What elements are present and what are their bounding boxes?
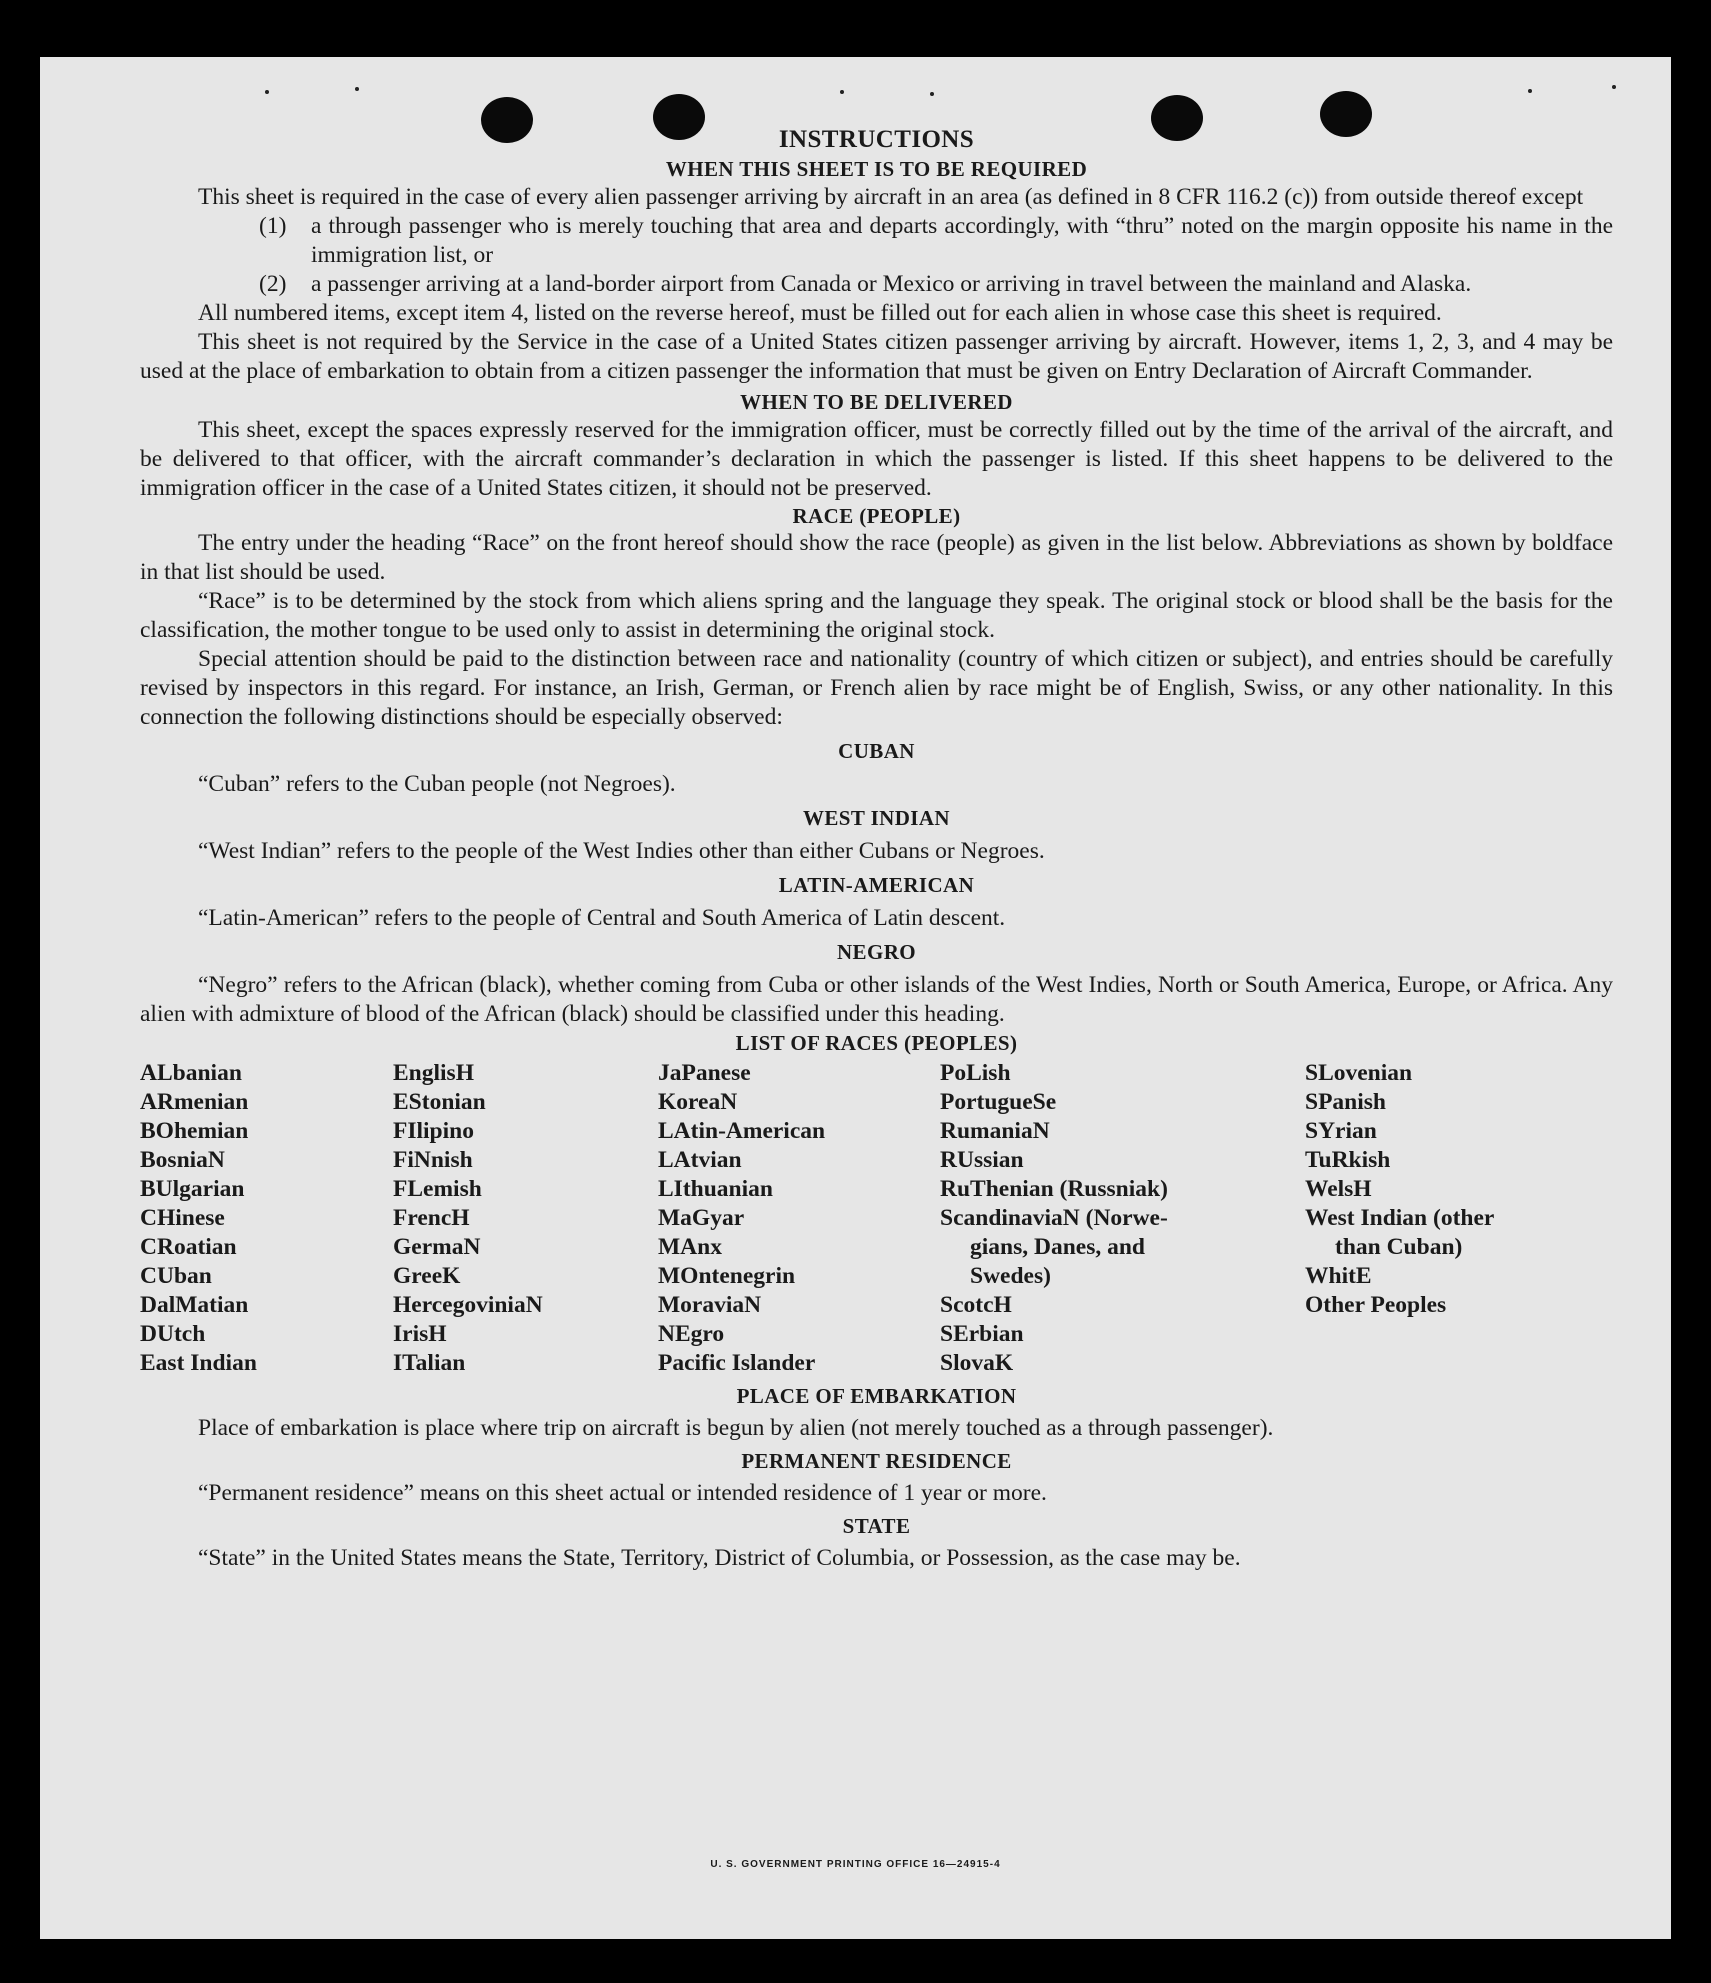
page-title: INSTRUCTIONS — [778, 126, 975, 153]
section-heading: LIST OF RACES (PEOPLES) — [735, 1031, 1018, 1055]
race-item-continued: Swedes) — [970, 1263, 1051, 1289]
race-item: BosniaN — [140, 1147, 225, 1173]
race-item: HercegoviniaN — [393, 1292, 543, 1318]
race-column — [1305, 1059, 1605, 1378]
race-item: EnglisH — [393, 1060, 474, 1086]
race-item: NEgro — [658, 1321, 725, 1347]
race-item: GermaN — [393, 1234, 481, 1260]
section-heading: WEST INDIAN — [803, 806, 950, 830]
paragraph: This sheet is required in the case of every alien passenger arriving by aircraft in an area (as defined in 8 CFR 116.2 (c)) from outside thereof except — [198, 184, 1584, 210]
instructions-body — [140, 57, 1613, 1573]
race-item: GreeK — [393, 1263, 461, 1289]
paragraph: “State” in the United States means the State, Territory, District of Columbia, or Possession, as the case may be. — [198, 1545, 1241, 1571]
race-item: MoraviaN — [658, 1292, 762, 1318]
race-item: MAnx — [658, 1234, 722, 1260]
printer-imprint: U. S. GOVERNMENT PRINTING OFFICE 16—24915-4 — [710, 1859, 1001, 1870]
paragraph: “Latin-American” refers to the people of Central and South America of Latin descent. — [198, 905, 1006, 931]
race-item: EStonian — [393, 1089, 486, 1115]
section-heading: LATIN-AMERICAN — [778, 873, 975, 897]
race-item: LAtin-American — [658, 1118, 826, 1144]
race-column — [393, 1059, 658, 1378]
item-text: a passenger arriving at a land-border airport from Canada or Mexico or arriving in travel between the mainland and Alaska. — [311, 271, 1472, 297]
race-item: ScandinaviaN (Norwe- — [940, 1205, 1168, 1231]
race-item: RumaniaN — [940, 1118, 1050, 1144]
race-item: BUlgarian — [140, 1176, 245, 1202]
race-item: ARmenian — [140, 1089, 249, 1115]
race-item: WelsH — [1305, 1176, 1372, 1202]
race-item: SYrian — [1305, 1118, 1377, 1144]
race-item: PortugueSe — [940, 1089, 1057, 1115]
item-text: a through passenger who is merely touching that area and departs accordingly, with “thru” noted on the margin opposite his name in the immigration list, or — [311, 213, 1613, 268]
race-item: TuRkish — [1305, 1147, 1391, 1173]
paragraph: The entry under the heading “Race” on the front hereof should show the race (people) as given in the list below. Abbreviations as shown by boldface in that list should be used. — [140, 530, 1613, 585]
paragraph: All numbered items, except item 4, listed on the reverse hereof, must be filled out for each alien in whose case this sheet is required. — [198, 300, 1442, 326]
list-item — [259, 270, 1613, 299]
race-item: Pacific Islander — [658, 1350, 816, 1376]
section-heading: RACE (PEOPLE) — [792, 504, 961, 528]
race-item: East Indian — [140, 1350, 257, 1376]
race-item: RUssian — [940, 1147, 1024, 1173]
race-item: LIthuanian — [658, 1176, 773, 1202]
race-item-continued: gians, Danes, and — [970, 1234, 1145, 1260]
race-item: ALbanian — [140, 1060, 242, 1086]
form-sheet — [40, 57, 1671, 1939]
paragraph: “West Indian” refers to the people of the West Indies other than either Cubans or Negroes. — [198, 838, 1045, 864]
race-item: BOhemian — [140, 1118, 249, 1144]
race-item: IrisH — [393, 1321, 447, 1347]
race-column — [140, 1059, 393, 1378]
race-item: CHinese — [140, 1205, 225, 1231]
race-item: SPanish — [1305, 1089, 1386, 1115]
race-item: MaGyar — [658, 1205, 745, 1231]
paragraph: This sheet, except the spaces expressly reserved for the immigration officer, must be correctly filled out by the time of the arrival of the aircraft, and be delivered to that officer, with the aircraft commander’s declaration in which the passenger is listed. If this sheet happens to be delivered to the immigration officer in the case of a United States citizen, it should not be preserved. — [140, 417, 1613, 501]
race-item: FIlipino — [393, 1118, 474, 1144]
race-item: West Indian (other — [1305, 1205, 1495, 1231]
race-item: SErbian — [940, 1321, 1024, 1347]
race-column — [658, 1059, 940, 1378]
item-number: (2) — [259, 271, 287, 297]
race-item: RuThenian (Russniak) — [940, 1176, 1168, 1202]
race-list — [140, 1059, 1613, 1378]
race-item-continued: than Cuban) — [1335, 1234, 1463, 1260]
race-item: DUtch — [140, 1321, 206, 1347]
paragraph: “Race” is to be determined by the stock from which aliens spring and the language they speak. The original stock or blood shall be the basis for the classification, the mother tongue to be used only to assist in determining the original stock. — [140, 588, 1613, 643]
race-item: JaPanese — [658, 1060, 751, 1086]
race-item: ITalian — [393, 1350, 466, 1376]
race-item: MOntenegrin — [658, 1263, 796, 1289]
paragraph: Place of embarkation is place where trip on aircraft is begun by alien (not merely touched as a through passenger). — [198, 1415, 1274, 1441]
section-heading: PLACE OF EMBARKATION — [736, 1384, 1017, 1408]
race-item: FLemish — [393, 1176, 482, 1202]
race-item: WhitE — [1305, 1263, 1372, 1289]
race-item: DalMatian — [140, 1292, 249, 1318]
section-heading: CUBAN — [838, 739, 915, 763]
paragraph: “Permanent residence” means on this sheet actual or intended residence of 1 year or more. — [198, 1480, 1047, 1506]
section-heading: WHEN TO BE DELIVERED — [740, 390, 1013, 414]
race-item: PoLish — [940, 1060, 1011, 1086]
race-item: FiNnish — [393, 1147, 473, 1173]
paragraph: Special attention should be paid to the distinction between race and nationality (country of which citizen or subject), and entries should be carefully revised by inspectors in this regard. For instance, an Irish, German, or French alien by race might be of English, Swiss, or any other nationality. In this connection the following distinctions should be especially observed: — [140, 646, 1613, 730]
section-heading: STATE — [842, 1514, 911, 1538]
paragraph: This sheet is not required by the Service in the case of a United States citizen passenger arriving by aircraft. However, items 1, 2, 3, and 4 may be used at the place of embarkation to obtain from a citizen passenger the information that must be given on Entry Declaration of Aircraft Commander. — [140, 329, 1613, 384]
item-number: (1) — [259, 213, 287, 239]
race-column — [940, 1059, 1305, 1378]
race-item: KoreaN — [658, 1089, 738, 1115]
race-item: LAtvian — [658, 1147, 742, 1173]
section-heading: WHEN THIS SHEET IS TO BE REQUIRED — [665, 157, 1088, 181]
race-item: SLovenian — [1305, 1060, 1413, 1086]
list-item — [259, 212, 1613, 270]
race-item: CRoatian — [140, 1234, 237, 1260]
race-item: ScotcH — [940, 1292, 1012, 1318]
section-heading: PERMANENT RESIDENCE — [741, 1449, 1012, 1473]
race-item: CUban — [140, 1263, 212, 1289]
section-heading: NEGRO — [836, 940, 916, 964]
race-item: Other Peoples — [1305, 1292, 1447, 1318]
race-item: FrencH — [393, 1205, 470, 1231]
paragraph: “Negro” refers to the African (black), whether coming from Cuba or other islands of the West Indies, North or South America, Europe, or Africa. Any alien with admixture of blood of the African (black) should be classified under this heading. — [140, 972, 1613, 1027]
race-item: SlovaK — [940, 1350, 1014, 1376]
paragraph: “Cuban” refers to the Cuban people (not Negroes). — [198, 771, 676, 797]
